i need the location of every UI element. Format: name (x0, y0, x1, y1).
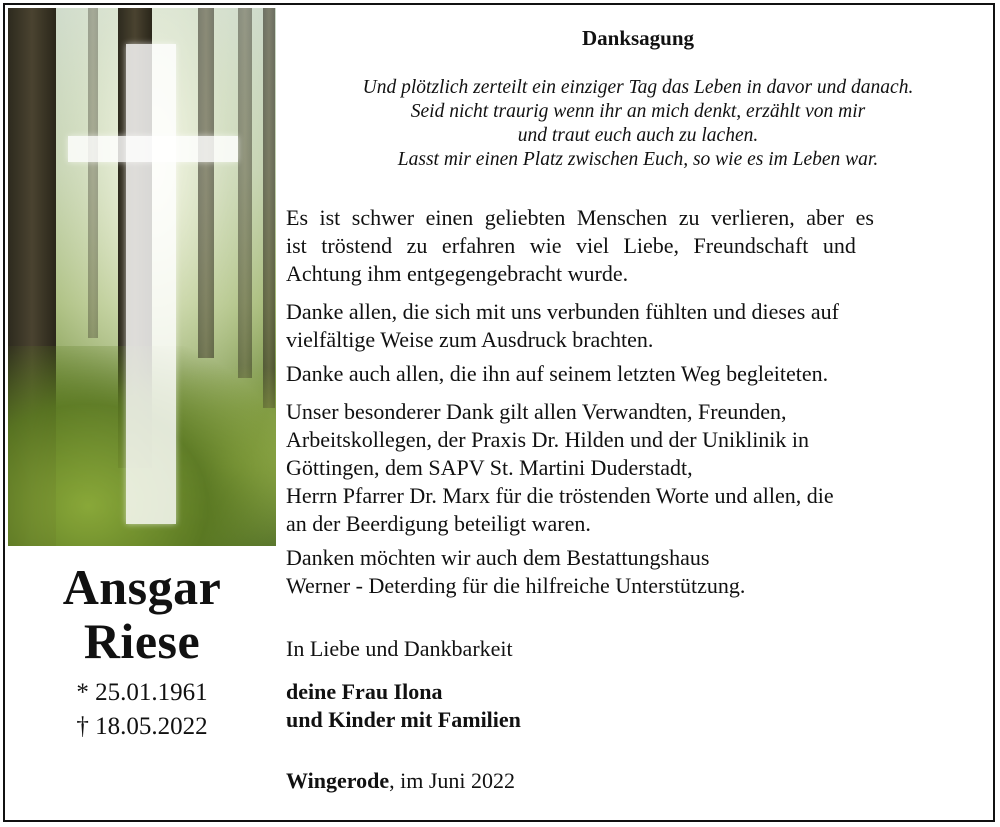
text-line: Danke auch allen, die ihn auf seinem letzten Weg begleiteten. (286, 361, 829, 386)
text-line: Es ist schwer einen geliebten Menschen zu verlieren, aber es (286, 205, 874, 230)
tree-trunk (88, 8, 98, 338)
poem-line: Und plötzlich zerteilt ein einziger Tag das Leben in davor und danach. (362, 77, 914, 98)
text-line: Danken möchten wir auch dem Bestattungshaus (286, 545, 710, 570)
closing-phrase: In Liebe und Dankbarkeit (286, 636, 513, 661)
place-and-date (286, 768, 515, 794)
text-line: Herrn Pfarrer Dr. Marx für die tröstenden Worte und allen, die (286, 483, 834, 508)
paragraph-loss (286, 204, 962, 288)
text-line: Achtung ihm entgegengebracht wurde. (286, 261, 629, 286)
poem-line: Seid nicht traurig wenn ihr an mich denkt, erzählt von mir (410, 101, 866, 122)
text-line: Werner - Deterding für die hilfreiche Unterstützung. (286, 573, 746, 598)
signature-line: deine Frau Ilona (286, 679, 443, 704)
cross-icon (126, 44, 176, 524)
text-line: Arbeitskollegen, der Praxis Dr. Hilden und der Uniklinik in (286, 427, 810, 452)
text-line: Göttingen, dem SAPV St. Martini Duderstadt, (286, 455, 693, 480)
signature (286, 678, 521, 734)
forest-cross-image (8, 8, 276, 546)
paragraph-funeral-home (286, 544, 962, 600)
notice-title: Danksagung (581, 26, 695, 50)
text-line: an der Beerdigung beteiligt waren. (286, 511, 591, 536)
text-line: ist tröstend zu erfahren wie viel Liebe, Freundschaft und (286, 233, 856, 258)
poem (276, 76, 1000, 172)
paragraph-special-thanks (286, 398, 962, 538)
deceased-last-name: Riese (83, 613, 201, 669)
tree-trunk (198, 8, 214, 358)
text-line: Danke allen, die sich mit uns verbunden fühlten und dieses auf (286, 299, 839, 324)
deceased-first-name: Ansgar (62, 559, 222, 615)
poem-line: Lasst mir einen Platz zwischen Euch, so wie es im Leben war. (397, 149, 879, 170)
poem-line: und traut euch auch zu lachen. (517, 125, 759, 146)
birth-date: * 25.01.1961 (76, 679, 208, 706)
cross-icon-beam (68, 136, 238, 162)
text-line: vielfältige Weise zum Ausdruck brachten. (286, 327, 654, 352)
town-name: Wingerode (286, 768, 390, 793)
text-line: Unser besonderer Dank gilt allen Verwandten, Freunden, (286, 399, 787, 424)
tree-trunk (238, 8, 252, 378)
paragraph-thanks-connected (286, 298, 962, 354)
signature-line: und Kinder mit Familien (286, 707, 521, 732)
paragraph-thanks-last-way (286, 360, 962, 388)
death-date: † 18.05.2022 (76, 713, 208, 740)
date-text: , im Juni 2022 (389, 768, 515, 793)
